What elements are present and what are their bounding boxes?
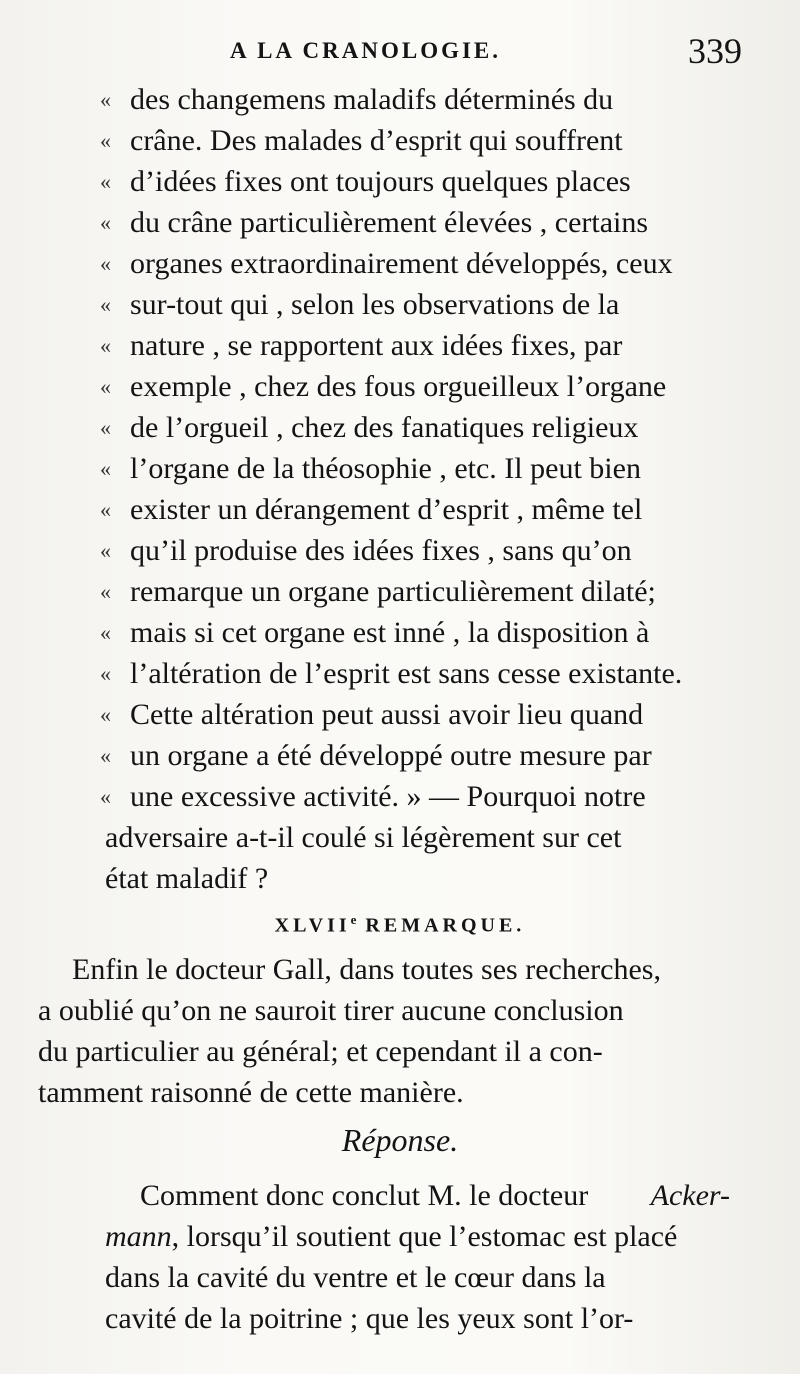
quoted-line (100, 449, 730, 489)
paragraph-line-text: du particulier au général; et cependant il a con- (38, 1035, 603, 1068)
quoted-line (100, 654, 730, 694)
paragraph-line-italic: mann (105, 1220, 172, 1253)
quoted-line (100, 244, 730, 284)
running-title: A LA CRANOLOGIE. (230, 38, 502, 63)
guillemet: « (100, 579, 111, 604)
quoted-line-text: d’idées fixes ont toujours quelques places (130, 165, 631, 198)
paragraph-line-text: adversaire a-t-il coulé si légèrement sur cet (105, 821, 622, 854)
remark-number: XLVII (274, 914, 351, 937)
quoted-line-text: crâne. Des malades d’esprit qui souffrent (130, 124, 623, 157)
quoted-line-text: exemple , chez des fous orgueilleux l’organe (130, 370, 667, 403)
paragraph-line-text: Enfin le docteur Gall, dans toutes ses recherches, (72, 953, 661, 986)
quoted-line-text: des changemens maladifs déterminés du (130, 83, 614, 116)
guillemet: « (100, 743, 111, 768)
guillemet: « (100, 169, 111, 194)
paragraph-line (38, 1073, 730, 1113)
quoted-line-text: exister un dérangement d’esprit , même tel (130, 493, 643, 526)
quoted-line (100, 531, 730, 571)
quoted-line (100, 367, 730, 407)
paragraph-line (105, 1299, 730, 1339)
page-number: 339 (688, 31, 742, 71)
guillemet: « (100, 210, 111, 235)
guillemet: « (100, 87, 111, 112)
guillemet: « (100, 292, 111, 317)
quoted-line (100, 695, 730, 735)
quoted-line-text: de l’orgueil , chez des fanatiques religieux (130, 411, 639, 444)
quoted-line (100, 736, 730, 776)
remark-heading (0, 912, 800, 938)
quoted-line (100, 121, 730, 161)
guillemet: « (100, 374, 111, 399)
guillemet: « (100, 620, 111, 645)
remark-superscript: e (350, 912, 357, 927)
quoted-line-text: nature , se rapportent aux idées fixes, par (130, 329, 623, 362)
guillemet: « (100, 784, 111, 809)
paragraph-line (140, 1176, 730, 1216)
quoted-line (100, 777, 730, 817)
paragraph-line-text: tamment raisonné de cette manière. (38, 1076, 464, 1109)
guillemet: « (100, 415, 111, 440)
guillemet: « (100, 702, 111, 727)
paragraph-line (38, 991, 730, 1031)
quoted-line (100, 203, 730, 243)
quoted-line (100, 162, 730, 202)
paragraph-line-text: dans la cavité du ventre et le cœur dans la (105, 1261, 606, 1294)
quoted-line (100, 490, 730, 530)
quoted-line-text: sur-tout qui , selon les observations de la (130, 288, 620, 321)
page-header (0, 28, 800, 80)
paragraph-line-italic: Acker- (650, 1179, 730, 1212)
guillemet: « (100, 128, 111, 153)
quoted-line-text: mais si cet organe est inné , la disposition à (130, 616, 650, 649)
quoted-line-text: qu’il produise des idées fixes , sans qu’on (130, 534, 632, 567)
quoted-line-text: un organe a été développé outre mesure par (130, 739, 652, 772)
paragraph-line-text: cavité de la poitrine ; que les yeux sont l’or- (105, 1302, 634, 1335)
quoted-line (100, 572, 730, 612)
paragraph-line (105, 818, 730, 858)
quoted-line (100, 285, 730, 325)
paragraph-line (105, 859, 730, 899)
paragraph-line-text: , lorsqu’il soutient que l’estomac est placé (171, 1220, 678, 1253)
quoted-line (100, 613, 730, 653)
paragraph-line-text: état maladif ? (105, 862, 269, 895)
paragraph-line (38, 1032, 730, 1072)
guillemet: « (100, 251, 111, 276)
quoted-line-text: une excessive activité. » — Pourquoi notre (130, 780, 646, 813)
quoted-line-text: organes extraordinairement développés, ceux (130, 247, 673, 280)
quoted-line (100, 80, 730, 120)
quoted-line-text: Cette altération peut aussi avoir lieu quand (130, 698, 644, 731)
guillemet: « (100, 538, 111, 563)
guillemet: « (100, 661, 111, 686)
quoted-line (100, 408, 730, 448)
guillemet: « (100, 333, 111, 358)
paragraph-line (105, 1258, 730, 1298)
reponse-heading: Réponse. (341, 1122, 459, 1158)
quoted-line (100, 326, 730, 366)
paragraph-line-text: Comment donc conclut M. le docteur (140, 1179, 589, 1212)
quoted-line-text: du crâne particulièrement élevées , certains (130, 206, 649, 239)
paragraph-line-text: a oublié qu’on ne sauroit tirer aucune conclusion (38, 994, 624, 1027)
paragraph-line (72, 950, 730, 990)
quoted-line-text: l’altération de l’esprit est sans cesse existante. (130, 657, 683, 690)
guillemet: « (100, 456, 111, 481)
remark-label: REMARQUE. (365, 914, 526, 937)
paragraph-line (105, 1217, 730, 1257)
guillemet: « (100, 497, 111, 522)
quoted-line-text: l’organe de la théosophie , etc. Il peut bien (130, 452, 641, 485)
quoted-line-text: remarque un organe particulièrement dilaté; (130, 575, 656, 608)
